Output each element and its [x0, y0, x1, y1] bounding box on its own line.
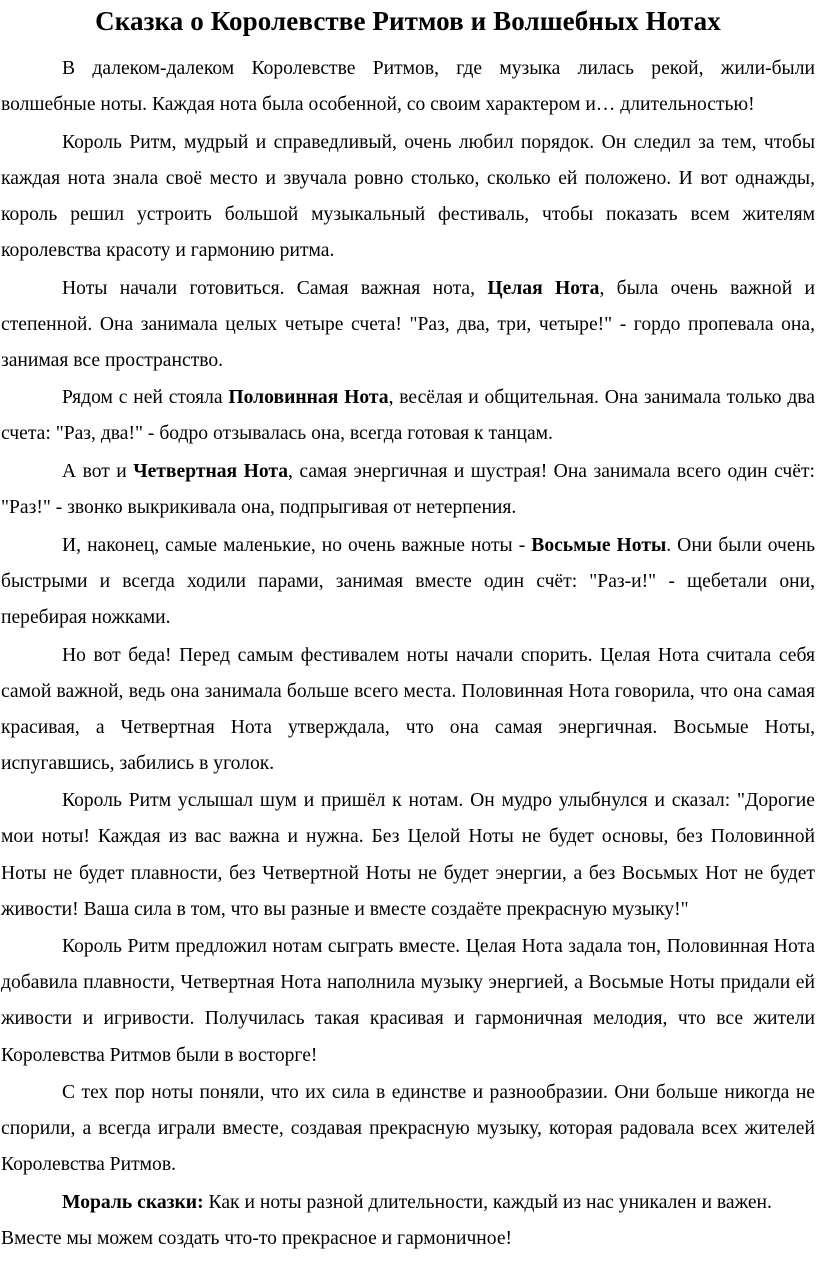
paragraph-text: . Они были очень быстрыми и всегда ходили парами, занимая вместе один счёт: "Раз-и!" - щебетали они, перебирая ножками.	[1, 534, 815, 628]
paragraph-moral	[1, 1185, 815, 1257]
quarter-note-term: Четвертная Нота	[133, 461, 289, 483]
paragraph-text: , самая энергичная и шустрая! Она занимала всего один счёт: "Раз!" - звонко выкрикивала она, подпрыгивая от нетерпения.	[1, 461, 815, 519]
paragraph-king-speech: Король Ритм услышал шум и пришёл к нотам. Он мудро улыбнулся и сказал: "Дорогие мои ноты! Каждая из вас важна и нужна. Без Целой Ноты не будет основы, без Половинной Ноты не будет плавности, без Четвертной Ноты не будет энергии, а без Восьмых Нот не будет живости! Ваша сила в том, что вы разные и вместе создаёте прекрасную музыку!"	[1, 790, 815, 920]
whole-note-term: Целая Нота	[487, 277, 600, 299]
paragraph-text: Рядом с ней стояла	[62, 387, 229, 409]
document-body	[1, 51, 815, 1259]
document-title: Сказка о Королевстве Ритмов и Волшебных Нотах	[95, 6, 721, 36]
paragraph-text: , была очень важной и степенной. Она занимала целых четыре счета! "Раз, два, три, четыре!" - гордо пропевала она, занимая все пространство.	[1, 277, 815, 371]
eighth-notes-term: Восьмые Ноты	[531, 534, 667, 556]
paragraph-whole-note	[1, 271, 815, 379]
paragraph-intro: В далеком-далеком Королевстве Ритмов, где музыка лилась рекой, жили-были волшебные ноты. Каждая нота была особенной, со своим характером и… длительностью!	[1, 58, 815, 116]
paragraph-half-note	[1, 380, 815, 452]
moral-text: Как и ноты разной длительности, каждый из нас уникален и важен. Вместе мы можем создать что-то прекрасное и гармоничное!	[1, 1191, 772, 1249]
paragraph-text: , весёлая и общительная. Она занимала только два счета: "Раз, два!" - бодро отзывалась она, всегда готовая к танцам.	[1, 387, 815, 445]
moral-label: Мораль сказки:	[62, 1191, 204, 1213]
paragraph-quarter-note	[1, 454, 815, 526]
paragraph-eighth-notes	[1, 528, 815, 636]
paragraph-text: И, наконец, самые маленькие, но очень важные ноты -	[62, 534, 532, 556]
half-note-term: Половинная Нота	[228, 387, 389, 409]
paragraph-playing-together: Король Ритм предложил нотам сыграть вместе. Целая Нота задала тон, Половинная Нота добавила плавности, Четвертная Нота наполнила музыку энергией, а Восьмые Ноты придали ей живости и игривости. Получилась такая красивая и гармоничная мелодия, что все жители Королевства Ритмов были в восторге!	[1, 936, 815, 1066]
paragraph-text: Ноты начали готовиться. Самая важная нота,	[62, 277, 488, 299]
paragraph-king: Король Ритм, мудрый и справедливый, очень любил порядок. Он следил за тем, чтобы каждая нота знала своё место и звучала ровно столько, сколько ей положено. И вот однажды, король решил устроить большой музыкальный фестиваль, чтобы показать всем жителям королевства красоту и гармонию ритма.	[1, 131, 815, 261]
paragraph-text: А вот и	[62, 461, 134, 483]
paragraph-ending: С тех пор ноты поняли, что их сила в единстве и разнообразии. Они больше никогда не спорили, а всегда играли вместе, создавая прекрасную музыку, которая радовала всех жителей Королевства Ритмов.	[1, 1082, 815, 1176]
paragraph-argument: Но вот беда! Перед самым фестивалем ноты начали спорить. Целая Нота считала себя самой важной, ведь она занимала больше всего места. Половинная Нота говорила, что она самая красивая, а Четвертная Нота утверждала, что она самая энергичная. Восьмые Ноты, испугавшись, забились в уголок.	[1, 644, 815, 774]
